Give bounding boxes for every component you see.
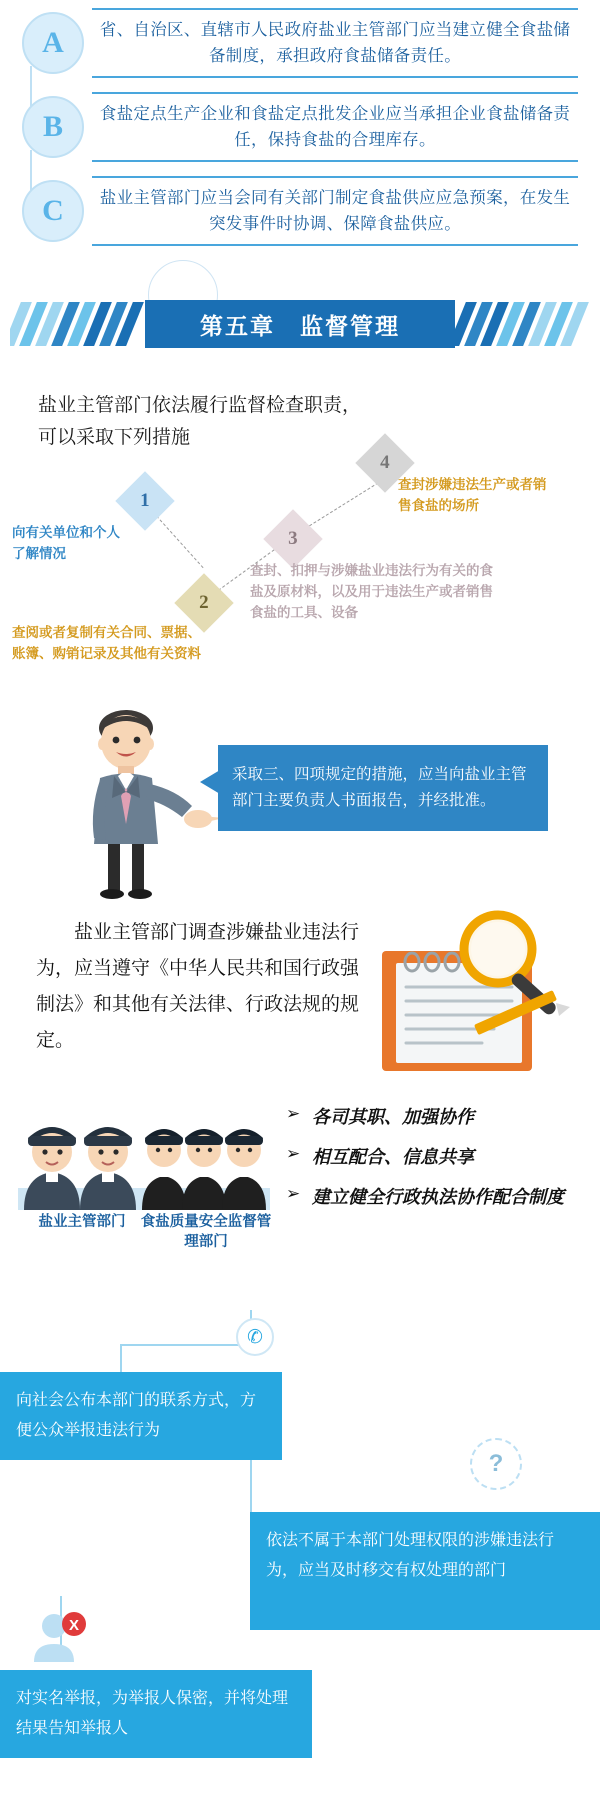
measure-node-2-number: 2 [199, 592, 209, 613]
bullet-marker-1: ➢ [286, 1104, 301, 1123]
measure-label-1: 向有关单位和个人了解情况 [12, 525, 120, 561]
bullet-marker-2: ➢ [286, 1144, 301, 1163]
notebook-magnifier-illustration [362, 905, 592, 1095]
abc-item-c [22, 176, 578, 248]
callout-whistleblower-confidentiality-text: 对实名举报，为举报人保密，并将处理结果告知举报人 [16, 1690, 289, 1737]
callout-whistleblower-confidentiality [0, 1670, 312, 1758]
abc-textbox-c [92, 176, 578, 246]
callout-transfer-case [250, 1512, 600, 1630]
abc-item-a [22, 8, 578, 80]
speech-bubble [218, 745, 548, 831]
abc-text-c: 盐业主管部门应当会同有关部门制定食盐供应应急预案，在发生突发事件时协调、保障食盐供应。 [99, 189, 571, 233]
abc-letter-c: C [22, 180, 84, 242]
measure-node-3-number: 3 [288, 528, 298, 549]
callout-transfer-case-text: 依法不属于本部门处理权限的涉嫌违法行为，应当及时移交有权处理的部门 [266, 1532, 555, 1579]
abc-item-b [22, 92, 578, 164]
bullet-text-2: 相互配合、信息共享 [312, 1147, 474, 1167]
bullet-marker-3: ➢ [286, 1184, 301, 1203]
connector-3-4 [305, 477, 387, 529]
user-report-icon [28, 1610, 92, 1666]
flow-line-3 [250, 1460, 252, 1514]
abc-text-b: 食盐定点生产企业和食盐定点批发企业应当承担企业食盐储备责任，保持食盐的合理库存。 [99, 105, 571, 149]
measure-label-3: 查封、扣押与涉嫌盐业违法行为有关的食盐及原材料，以及用于违法生产或者销售食盐的工具、设备 [250, 563, 493, 620]
phone-icon-glyph: ✆ [247, 1326, 263, 1348]
question-icon-glyph: ? [488, 1450, 504, 1477]
speech-bubble-text: 采取三、四项规定的措施，应当向盐业主管部门主要负责人书面报告，并经批准。 [232, 766, 527, 809]
banner-stripes-right [455, 302, 590, 346]
dept-label-salt-authority: 盐业主管部门 [38, 1214, 126, 1230]
measures-diagram [0, 440, 600, 710]
abc-text-a: 省、自治区、直辖市人民政府盐业主管部门应当建立健全食盐储备制度，承担政府食盐储备责任。 [99, 21, 571, 65]
bullet-text-1: 各司其职、加强协作 [312, 1107, 474, 1127]
abc-letter-a: A [22, 12, 84, 74]
storage-responsibility-section [0, 0, 600, 260]
svg-text:X: X [68, 1617, 80, 1634]
reporting-flow-section [0, 1310, 600, 1801]
measure-node-1-number: 1 [140, 490, 150, 511]
investigation-text: 盐业主管部门调查涉嫌盐业违法行为，应当遵守《中华人民共和国行政强制法》和其他有关法律、行政法规的规定。 [36, 922, 360, 1051]
quality-supervision-officers-illustration [140, 1100, 270, 1218]
measure-node-4-number: 4 [380, 452, 390, 473]
measures-heading: 盐业主管部门依法履行监督检查职责，可以采取下列措施 [38, 395, 362, 448]
callout-publish-contact [0, 1372, 282, 1460]
question-icon [470, 1438, 522, 1490]
phone-icon [236, 1318, 274, 1356]
abc-textbox-b [92, 92, 578, 162]
chapter-title: 第五章 监督管理 [200, 312, 400, 339]
dept-label-quality-supervision: 食盐质量安全监督管理部门 [140, 1214, 272, 1250]
measure-label-4: 查封涉嫌违法生产或者销售食盐的场所 [398, 477, 547, 513]
abc-letter-b: B [22, 96, 84, 158]
banner-stripes-left [10, 302, 145, 346]
speech-bubble-tail [200, 770, 220, 794]
chapter-title-bar [145, 300, 455, 348]
investigation-section [0, 905, 600, 1105]
person-report-section [0, 700, 600, 910]
flow-line-1 [120, 1344, 252, 1346]
bullet-text-3: 建立健全行政执法协作配合制度 [312, 1187, 564, 1207]
abc-textbox-a [92, 8, 578, 78]
departments-cooperation-section [0, 1100, 600, 1310]
chapter-banner [0, 296, 600, 352]
salt-authority-officers-illustration [18, 1100, 146, 1218]
callout-publish-contact-text: 向社会公布本部门的联系方式，方便公众举报违法行为 [16, 1392, 257, 1439]
flow-line-2 [120, 1344, 122, 1374]
measure-label-2: 查阅或者复制有关合同、票据、账簿、购销记录及其他有关资料 [12, 625, 201, 661]
